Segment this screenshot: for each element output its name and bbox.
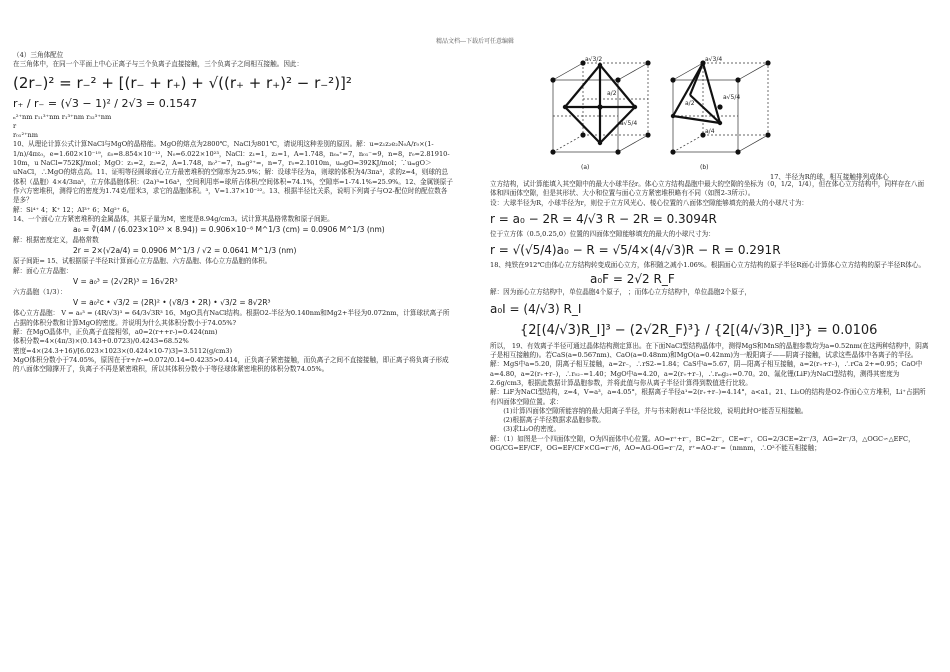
formula: r₊ / r₋ = (√3 − 1)² / 2√3 = 0.1547	[13, 96, 198, 110]
fig-b-dim-top: a√3/4	[705, 56, 723, 63]
text-paragraph: 解：面心立方晶胞：	[13, 266, 73, 275]
fig-b-label: (b)	[700, 164, 709, 171]
fig-b-dim-mid: a/2	[685, 100, 695, 107]
text-paragraph: 位于立方体（0.5,0.25,0）位置的四面体空隙能够填充的最大的小球尺寸为：	[490, 229, 715, 238]
formula: r = √(√5/4)a₀ − R = √5/4×(4/√3)R − R = 0.291R	[490, 243, 781, 258]
text-paragraph: 在三角体中，在同一个平面上中心正离子与三个负离子直接接触，三个负离子之间相互接触。因此：	[13, 60, 304, 69]
fig-a-dim-top: a√3/2	[585, 56, 603, 63]
fig-b-dim-low: a/4	[705, 128, 715, 135]
formula: V = a₀³ = (2√2R)³ = 16√2R³	[73, 277, 178, 287]
formula: a₀ = ∛(4M / (6.023×10²³ × 8.94)) = 0.906×10⁻⁸ M^1/3 (cm) = 0.0906 M^1/3 (nm)	[73, 225, 385, 235]
text-paragraph: ₙ²⁺nm r₁₁³⁺nm r₁³⁺nm r₃₂³⁺nm	[13, 112, 112, 121]
right-column	[490, 180, 930, 453]
text-paragraph: 解：LiF为NaCl型结构，z=4，V=a³，a=4.05°，根据离子半径a¹=2(r₊+r₋)=4.14°，a<a1。21、Li₂O的结构是O2-作面心立方堆积，Li⁺占据所有四面体空隙位置。求：	[490, 388, 926, 406]
text-paragraph: r	[13, 121, 17, 130]
text-paragraph: 立方结构，试计算能填入其空隙中的最大小球半径r。体心立方结构晶胞中最大的空隙的坐标为（0，1/2，1/4），但在体心立方结构中，同样存在八面体和四面体空隙，但是其形状、大小和位置与面心立方紧密堆积略有不同（如图2-3所示）。	[490, 180, 925, 198]
text-paragraph: 体积分数=4×(4π/3)×(0.143+0.0723)/0.4243=68.52%	[13, 337, 189, 346]
text-paragraph: 解：Si⁴⁺ 4；K⁺ 12；Al³⁺ 6；Mg²⁺ 6。	[13, 205, 134, 214]
fig-a-label: (a)	[581, 164, 590, 171]
text-paragraph: 体心立方晶胞： V = a₀³ = (4R/√3)³ = 64/3√3R³ 16、MgO具有NaCl结构。根据O2-半径为0.140nm和Mg2+半径为0.072nm，计算球状离子所占据的体积分数和计算MgO的密度。并说明为什么其体积分数小于74.05%?	[13, 309, 450, 327]
text-paragraph: 密度=4×(24.3+16)/[6.023×1023×(0.424×10-7)3]=3.5112(g/cm3)	[13, 346, 233, 355]
text-paragraph: (2)根据离子半径数据求晶胞参数。	[503, 416, 605, 425]
text-paragraph: 六方晶胞（1/3）：	[13, 288, 67, 297]
text-paragraph: 18、纯铁在912℃由体心立方结构转变成面心立方，体积随之减小1.06%。根据面心立方结构的原子半径R面心计算体心立方结构的原子半径R体心。	[490, 261, 926, 270]
text-paragraph: (3)求Li₂O的密度。	[503, 425, 561, 434]
formula: a₀I = (4/√3) R_I	[490, 301, 582, 316]
left-column	[13, 51, 453, 374]
formula: V = a₀²c • √3/2 = (2R)² • (√8/3 • 2R) • √3/2 = 8√2R³	[73, 298, 271, 308]
formula: (2r₋)² = r₋² + [(r₋ + r₊) + √((r₊ + r₊)² − r₋²)]²	[13, 73, 352, 92]
text-paragraph: 解：在MgO晶体中，正负离子直接相邻，a0=2(r++r-)=0.424(nm)	[13, 327, 218, 336]
fig-a-dim-side: a√5/4	[620, 120, 638, 127]
fig-b-dim-side: a√5/4	[723, 94, 741, 101]
q17-intro: 17、半径为R的球，相互接触排列成体心	[770, 173, 889, 181]
text-paragraph: 14、一个面心立方紧密堆积的金属晶体，其原子量为M，密度是8.94g/cm3。试计算其晶格常数和原子间距。	[13, 214, 334, 223]
formula: r = a₀ − 2R = 4/√3 R − 2R = 0.3094R	[490, 211, 717, 226]
text-paragraph: （4）三角体配位	[13, 51, 64, 59]
fig-a-dim-mid: a/2	[607, 90, 617, 97]
formula: 2r = 2×(√2a/4) = 0.0906 M^1/3 / √2 = 0.0641 M^1/3 (nm)	[73, 246, 297, 256]
text-paragraph: (1)计算四面体空隙所能容纳的最大阳离子半径，并与书末附表Li⁺半径比较，说明此时O²能否互相接触。	[503, 406, 808, 415]
text-paragraph: MgO体积分数小于74.05%，原因在于r+/r-=0.072/0.14=0.4235>0.414，正负离子紧密接触，而负离子之间不直接接触，即正离子将负离子形成的八面体空隙撑开了，负离子不再是紧密堆积，所以其体积分数小于等径球体紧密堆积的体积分数74.05%。	[13, 355, 449, 374]
text-paragraph: 10、从理论计算公式计算NaCl与MgO的晶格能。MgO的熔点为2800℃，NaCl为801℃，请说明这种差别的原因。解：u=z₁z₂e₂N₀A/r₀×(1-1/n)/4πε₀，e=1.602×10⁻¹⁹，ε₀=8.854×10⁻¹²，N₀=6.022×10²³，NaCl：z₁=1，z₂=1，A=1.748，n₀ₐ⁺=7，n₀₁⁻=9，n=8，r₀=2.81910-10m，u NaCl=752KJ/mol；MgO：z₁=2，z₂=2，A=1.748，n₀²⁻=7，nₘg²⁺=，n=7，r₀=2.1010m，uₘgO=392KJ/mol；∵uₘgO＞uNaCl，∴MgO的熔点高。11、证明等径圆球面心立方最密堆积的空隙率为25.9%；解：设球半径为a，则球的体积为4/3πa³，求的z=4，则球的总体积（晶胞）4×4/3πa³，立方体晶胞体积：(2a)³=16a³，空间利用率=球所占体积/空间体积=74.1%，空隙率=1-74.1%=25.9%。12、金属镁原子作六方密堆积，测得它的密度为1.74克/厘米3，求它的晶胞体积。³，V=1.37×10⁻²²。13、根据半径比关系，说明下列离子与O2-配位时的配位数各是多？	[13, 140, 453, 205]
text-paragraph: 所以， 19、有效离子半径可通过晶体结构测定算出。在下面NaCl型结构晶体中，测得MgS和MnS的晶胞参数均为a=0.52nm(在这两种结构中，阴离子是相互接触的)。若CaS(a=0.567nm)、CaO(a=0.48nm)和MgO(a=0.42nm)为一般阳离子——阴离子接触，试求这些晶体中各离子的半径。	[490, 341, 929, 360]
text-paragraph: 解：根据密度定义，晶格常数	[13, 236, 99, 245]
text-paragraph: 解：MgS中a=5.20，阴离子相互接触，a=2r₋，∴rS2-=1.84；CaS中a=5.67，阴—阳离子相互接触，a=2(r₊+r₋)，∴rCa 2+=0.95；CaO中a=4.80，a=2(r₊+r₋)，∴r₀₂₋=1.40；MgO中a=4.20，a=2(r₊+r₋)，∴rₘg₂₊=0.70。20、氟化锂(LiF)为NaCl型结构，测得其密度为2.6g/cm3，根据此数据计算晶胞参数，并将此值与你从离子半径计算得到数值进行比较。	[490, 360, 923, 387]
text-paragraph: r₀₁²⁺nm	[13, 131, 39, 140]
page-header: 精品文档---下载后可任意编辑	[435, 38, 515, 45]
text-paragraph: 设：大球半径为R，小球半径为r，则位于立方风光心、棱心位置的八面体空隙能够填充的最大的小球尺寸为：	[490, 198, 809, 207]
crystal-figure	[545, 55, 775, 172]
formula: a₀F = 2√2 R_F	[590, 272, 675, 287]
text-paragraph: 解：（1）如图是一个四面体空隙，O为四面体中心位置。AO=r⁺+r⁻，BC=2r⁻，CE=r⁻，CG=2/3CE=2r⁻/3，AG=2r⁻/3，△OGC∽△EFC，OG/CG=EF/CF，OG=EF/CF×CG=r⁻/6，AO=AG-OG=r⁻/2，r⁺=AO-r⁻=（nmnm，∴O²不能互相接触；	[490, 434, 915, 453]
text-paragraph: 原子间距= 15、试根据原子半径R计算面心立方晶胞、六方晶胞、体心立方晶胞的体积。	[13, 257, 272, 266]
text-paragraph: 解：因为面心立方结构中，单位晶胞4个原子， ；而体心立方结构中，单位晶胞2个原子，	[490, 288, 752, 297]
formula: {2[(4/√3)R_I]³ − (2√2R_F)³} / {2[(4/√3)R_I]³} = 0.0106	[520, 322, 878, 338]
